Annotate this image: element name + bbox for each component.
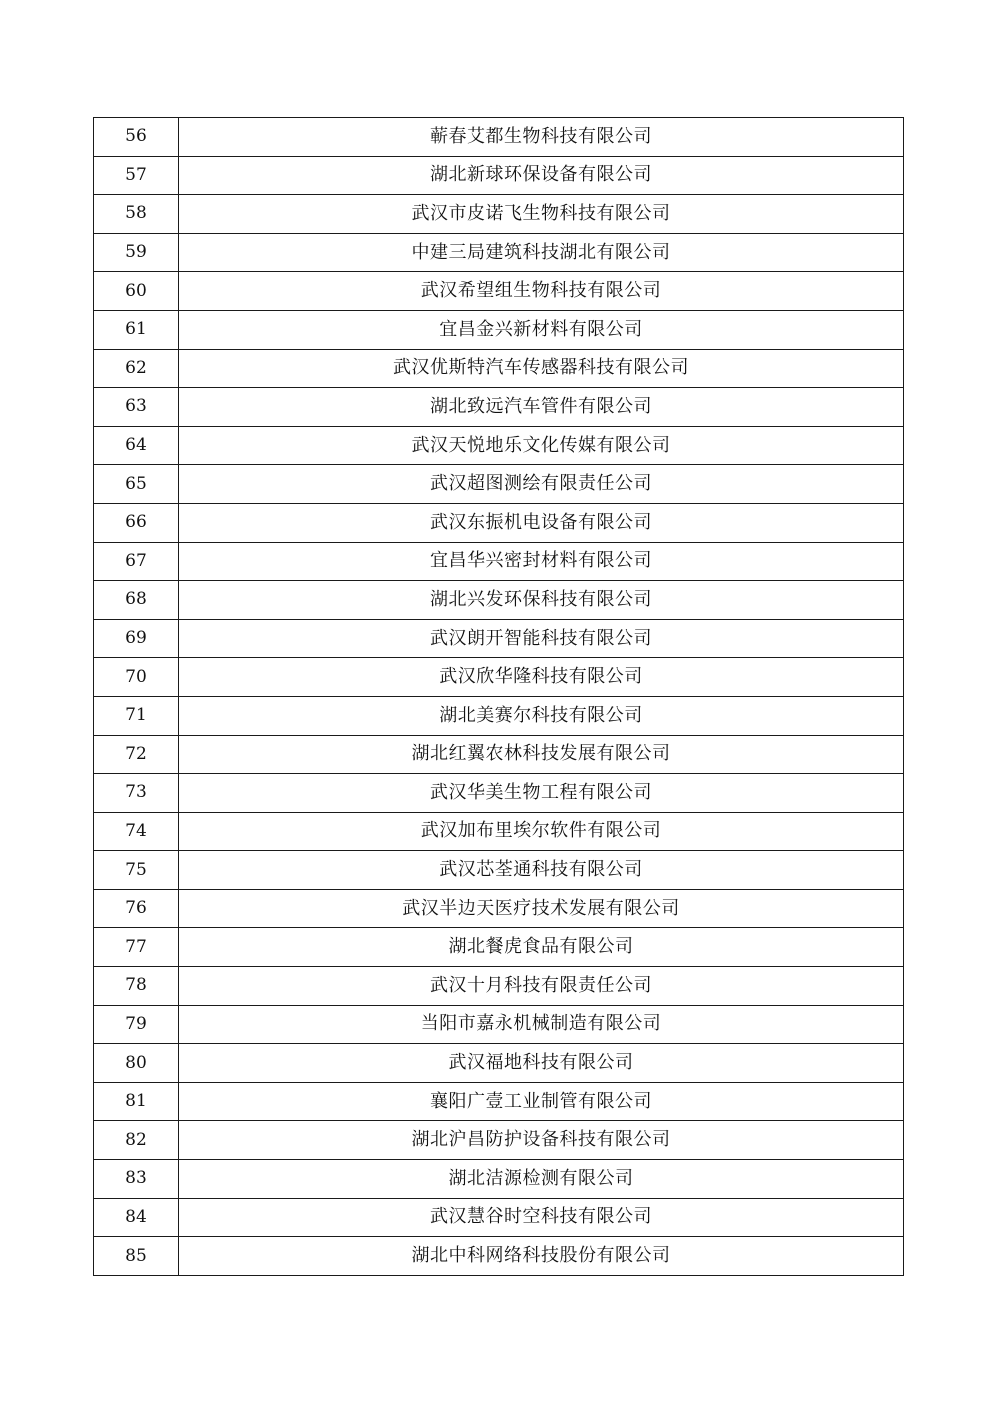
- company-name: 蕲春艾都生物科技有限公司: [179, 118, 904, 157]
- company-name: 湖北沪昌防护设备科技有限公司: [179, 1121, 904, 1160]
- company-name: 武汉朗开智能科技有限公司: [179, 619, 904, 658]
- table-row: [94, 426, 904, 465]
- table-row: [94, 349, 904, 388]
- row-number: 80: [94, 1044, 179, 1083]
- table-row: [94, 967, 904, 1006]
- company-name: 武汉十月科技有限责任公司: [179, 967, 904, 1006]
- company-name: 武汉优斯特汽车传感器科技有限公司: [179, 349, 904, 388]
- company-name: 武汉欣华隆科技有限公司: [179, 658, 904, 697]
- table-row: [94, 889, 904, 928]
- company-name: 湖北致远汽车管件有限公司: [179, 388, 904, 427]
- row-number: 81: [94, 1082, 179, 1121]
- row-number: 76: [94, 889, 179, 928]
- company-name: 武汉超图测绘有限责任公司: [179, 465, 904, 504]
- table-row: [94, 1121, 904, 1160]
- row-number: 83: [94, 1160, 179, 1199]
- company-name: 武汉加布里埃尔软件有限公司: [179, 812, 904, 851]
- table-row: [94, 1160, 904, 1199]
- row-number: 70: [94, 658, 179, 697]
- table-body: [94, 118, 904, 1276]
- company-name: 武汉希望组生物科技有限公司: [179, 272, 904, 311]
- table-row: [94, 118, 904, 157]
- row-number: 75: [94, 851, 179, 890]
- company-name: 襄阳广壹工业制管有限公司: [179, 1082, 904, 1121]
- company-name: 武汉天悦地乐文化传媒有限公司: [179, 426, 904, 465]
- row-number: 62: [94, 349, 179, 388]
- row-number: 74: [94, 812, 179, 851]
- company-name: 武汉东振机电设备有限公司: [179, 503, 904, 542]
- company-name: 湖北兴发环保科技有限公司: [179, 581, 904, 620]
- table-row: [94, 1082, 904, 1121]
- row-number: 82: [94, 1121, 179, 1160]
- row-number: 58: [94, 195, 179, 234]
- company-name: 当阳市嘉永机械制造有限公司: [179, 1005, 904, 1044]
- table-row: [94, 1005, 904, 1044]
- table-row: [94, 1198, 904, 1237]
- row-number: 68: [94, 581, 179, 620]
- table-row: [94, 851, 904, 890]
- company-name: 武汉市皮诺飞生物科技有限公司: [179, 195, 904, 234]
- company-name: 武汉福地科技有限公司: [179, 1044, 904, 1083]
- company-name: 宜昌金兴新材料有限公司: [179, 310, 904, 349]
- company-name: 武汉慧谷时空科技有限公司: [179, 1198, 904, 1237]
- row-number: 66: [94, 503, 179, 542]
- row-number: 85: [94, 1237, 179, 1276]
- table-row: [94, 195, 904, 234]
- table-row: [94, 581, 904, 620]
- row-number: 65: [94, 465, 179, 504]
- table-row: [94, 774, 904, 813]
- company-name: 武汉半边天医疗技术发展有限公司: [179, 889, 904, 928]
- row-number: 61: [94, 310, 179, 349]
- table-row: [94, 388, 904, 427]
- row-number: 57: [94, 156, 179, 195]
- company-name: 湖北红翼农林科技发展有限公司: [179, 735, 904, 774]
- company-name: 宜昌华兴密封材料有限公司: [179, 542, 904, 581]
- row-number: 69: [94, 619, 179, 658]
- table-row: [94, 812, 904, 851]
- row-number: 64: [94, 426, 179, 465]
- table-row: [94, 156, 904, 195]
- table-row: [94, 1237, 904, 1276]
- company-name: 湖北餐虎食品有限公司: [179, 928, 904, 967]
- row-number: 73: [94, 774, 179, 813]
- table-row: [94, 465, 904, 504]
- row-number: 77: [94, 928, 179, 967]
- row-number: 63: [94, 388, 179, 427]
- row-number: 78: [94, 967, 179, 1006]
- row-number: 79: [94, 1005, 179, 1044]
- table-row: [94, 1044, 904, 1083]
- company-name: 湖北美赛尔科技有限公司: [179, 696, 904, 735]
- row-number: 56: [94, 118, 179, 157]
- table-row: [94, 928, 904, 967]
- table-row: [94, 696, 904, 735]
- table-row: [94, 310, 904, 349]
- row-number: 67: [94, 542, 179, 581]
- company-name: 武汉芯荃通科技有限公司: [179, 851, 904, 890]
- company-name: 湖北中科网络科技股份有限公司: [179, 1237, 904, 1276]
- row-number: 71: [94, 696, 179, 735]
- table-row: [94, 233, 904, 272]
- row-number: 59: [94, 233, 179, 272]
- table-row: [94, 503, 904, 542]
- table-row: [94, 619, 904, 658]
- company-name: 武汉华美生物工程有限公司: [179, 774, 904, 813]
- company-name: 湖北新球环保设备有限公司: [179, 156, 904, 195]
- row-number: 72: [94, 735, 179, 774]
- table-row: [94, 735, 904, 774]
- company-name: 湖北洁源检测有限公司: [179, 1160, 904, 1199]
- row-number: 84: [94, 1198, 179, 1237]
- company-list-table: [93, 117, 904, 1276]
- table-row: [94, 542, 904, 581]
- row-number: 60: [94, 272, 179, 311]
- table-row: [94, 658, 904, 697]
- company-name: 中建三局建筑科技湖北有限公司: [179, 233, 904, 272]
- table-row: [94, 272, 904, 311]
